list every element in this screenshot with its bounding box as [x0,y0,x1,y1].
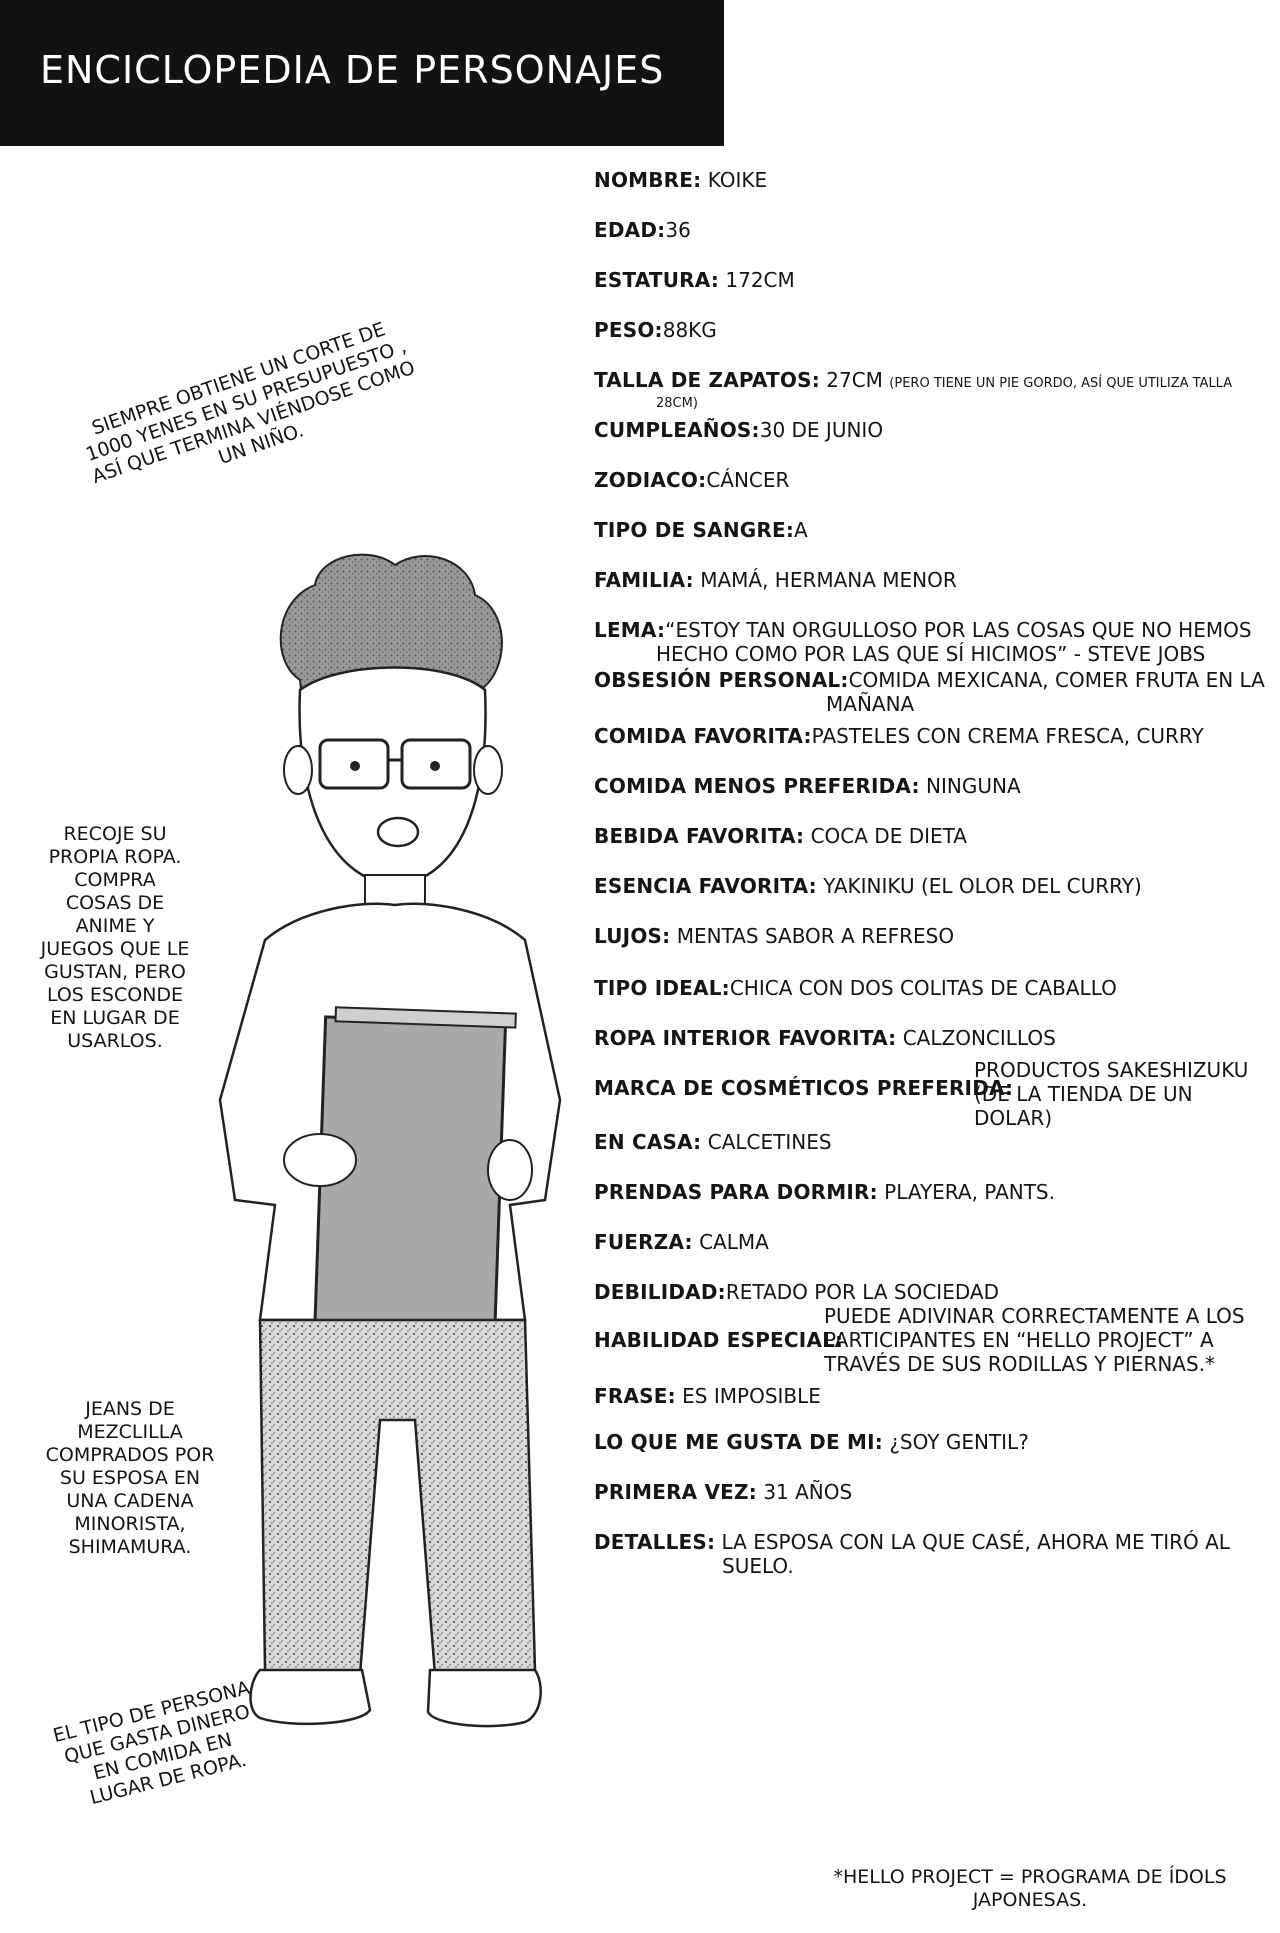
fact-comida-menos: COMIDA MENOS PREFERIDA: NINGUNA [594,774,1021,798]
note-jeans: JEANS DE MEZCLILLA COMPRADOS POR SU ESPOSA EN UNA CADENA MINORISTA, SHIMAMURA. [45,1398,215,1558]
fact-tipo-sangre: TIPO DE SANGRE:A [594,518,808,542]
fact-comida-favorita: COMIDA FAVORITA:PASTELES CON CREMA FRESCA, CURRY [594,724,1204,748]
character-illustration [180,540,610,1770]
note-food: EL TIPO DE PERSONA QUE GASTA DINERO EN COMIDA EN LUGAR DE ROPA. [50,1676,253,1810]
mouth [378,818,418,846]
fact-primera-vez: PRIMERA VEZ: 31 AÑOS [594,1480,853,1504]
fact-habilidad: HABILIDAD ESPECIAL: PUEDE ADIVINAR CORRECTAMENTE A LOS PARTICIPANTES EN “HELLO PROJECT” A TRAVÉS DE SUS RODILLAS Y PIERNAS.* [594,1304,1245,1376]
note-clothes: RECOJE SU PROPIA ROPA. COMPRA COSAS DE ANIME Y JUEGOS QUE LE GUSTAN, PERO LOS ESCONDE EN LUGAR DE USARLOS. [40,823,190,1052]
fact-lujos: LUJOS: MENTAS SABOR A REFRESO [594,924,955,948]
fact-familia: FAMILIA: MAMÁ, HERMANA MENOR [594,568,957,592]
fact-prendas-dormir: PRENDAS PARA DORMIR: PLAYERA, PANTS. [594,1180,1055,1204]
fact-peso: PESO:88KG [594,318,717,342]
pants [260,1320,535,1675]
fact-frase: FRASE: ES IMPOSIBLE [594,1384,821,1408]
fact-esencia: ESENCIA FAVORITA: YAKINIKU (EL OLOR DEL CURRY) [594,874,1142,898]
fact-detalles: DETALLES: LA ESPOSA CON LA QUE CASÉ, AHORA ME TIRÓ AL SUELO. [594,1530,1230,1578]
fact-zodiaco: ZODIACO:CÁNCER [594,468,790,492]
fact-en-casa: EN CASA: CALCETINES [594,1130,832,1154]
page-title: ENCICLOPEDIA DE PERSONAJES [40,48,665,92]
shoe-right [428,1670,541,1726]
fact-debilidad: DEBILIDAD:RETADO POR LA SOCIEDAD [594,1280,999,1304]
fact-nombre: NOMBRE: KOIKE [594,168,768,192]
fact-lo-que-me-gusta: LO QUE ME GUSTA DE MI: ¿SOY GENTIL? [594,1430,1029,1454]
footnote: *HELLO PROJECT = PROGRAMA DE ÍDOLS JAPONESAS. [833,1866,1227,1911]
fact-edad: EDAD:36 [594,218,691,242]
note-haircut: SIEMPRE OBTIENE UN CORTE DE 1000 YENES EN SU PRESUPUESTO , ASÍ QUE TERMINA VIÉNDOSE COMO UN NIÑO. [83,318,418,489]
fact-ropa-interior: ROPA INTERIOR FAVORITA: CALZONCILLOS [594,1026,1056,1050]
fact-fuerza: FUERZA: CALMA [594,1230,769,1254]
shoe-left [251,1670,370,1724]
fact-tipo-ideal: TIPO IDEAL:CHICA CON DOS COLITAS DE CABALLO [594,976,1117,1000]
fact-bebida: BEBIDA FAVORITA: COCA DE DIETA [594,824,967,848]
fact-obsesion: OBSESIÓN PERSONAL:COMIDA MEXICANA, COMER FRUTA EN LA MAÑANA [594,668,1265,716]
fact-cosmeticos: MARCA DE COSMÉTICOS PREFERIDA: PRODUCTOS SAKESHIZUKU (DE LA TIENDA DE UN DOLAR) [594,1058,1249,1130]
fact-cumpleanos: CUMPLEAÑOS:30 DE JUNIO [594,418,884,442]
fact-lema: LEMA:“ESTOY TAN ORGULLOSO POR LAS COSAS QUE NO HEMOS HECHO COMO POR LAS QUE SÍ HICIMOS” - STEVE JOBS [594,618,1252,666]
fact-estatura: ESTATURA: 172CM [594,268,795,292]
title-banner [0,0,724,146]
face [300,668,486,886]
fact-talla-zapatos: TALLA DE ZAPATOS: 27CM (PERO TIENE UN PIE GORDO, ASÍ QUE UTILIZA TALLA 28CM) [594,368,1233,411]
